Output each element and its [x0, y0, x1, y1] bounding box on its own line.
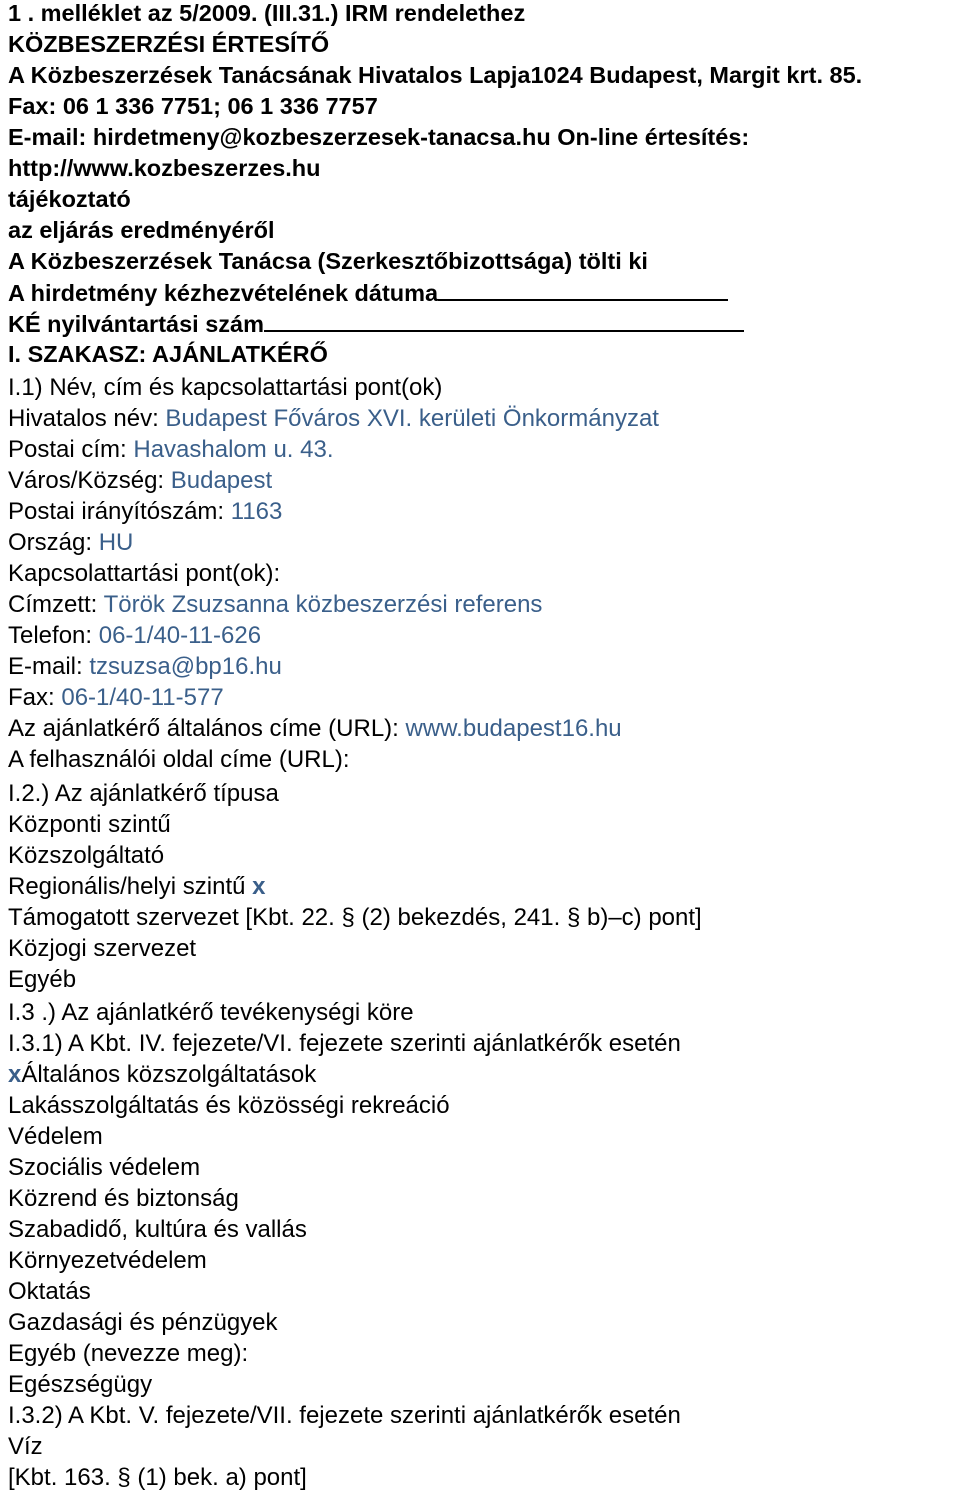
editorial-note: A Közbeszerzések Tanácsa (Szerkesztőbizottsága) tölti ki — [8, 248, 648, 274]
type-label: Támogatott szervezet [Kbt. 22. § (2) bekezdés, 241. § b)–c) pont] — [8, 904, 702, 931]
contact-heading: I.1) Név, cím és kapcsolattartási pont(ok) — [8, 374, 443, 401]
activity-item: Egyéb (nevezze meg): — [8, 1340, 249, 1367]
field-label: Postai cím: — [8, 436, 134, 463]
contact-email — [8, 654, 282, 680]
fax-line: Fax: 06 1 336 7751; 06 1 336 7757 — [8, 93, 378, 119]
field-label: E-mail: — [8, 653, 90, 680]
email-line: E-mail: hirdetmeny@kozbeszerzesek-tanacsa.hu On-line értesítés: — [8, 124, 750, 150]
activity-sub-heading-1: I.3.1) A Kbt. IV. fejezete/VI. fejezete szerinti ajánlatkérők esetén — [8, 1030, 681, 1057]
type-item — [8, 812, 171, 838]
activity-item: Egészségügy — [8, 1371, 153, 1398]
type-label: Központi szintű — [8, 811, 171, 838]
field-value: 1163 — [230, 498, 283, 525]
type-label: Egyéb — [8, 966, 77, 993]
activity-item: Szabadidő, kultúra és vallás — [8, 1216, 307, 1243]
field-label: Kapcsolattartási pont(ok): — [8, 560, 281, 587]
activity-heading: I.3 .) Az ajánlatkérő tevékenységi köre — [8, 999, 414, 1026]
type-item — [8, 843, 164, 869]
type-label: Regionális/helyi szintű — [8, 873, 253, 900]
field-label: Fax: — [8, 684, 62, 711]
activity-item: Oktatás — [8, 1278, 91, 1305]
type-item — [8, 874, 265, 900]
field-label: Postai irányítószám: — [8, 498, 231, 525]
type-label: Közszolgáltató — [8, 842, 165, 869]
notice-type: tájékoztató — [8, 186, 131, 212]
website-line: http://www.kozbeszerzes.hu — [8, 155, 321, 181]
publication-title: KÖZBESZERZÉSI ÉRTESÍTŐ — [8, 31, 330, 57]
field-value: Budapest Főváros XVI. kerületi Önkormányzat — [165, 405, 659, 432]
contact-points — [8, 561, 280, 587]
receipt-date-blank — [438, 279, 728, 301]
activity-mark: x — [8, 1061, 22, 1088]
field-label: Város/Község: — [8, 467, 171, 494]
field-value: Havashalom u. 43. — [133, 436, 334, 463]
field-label: A felhasználói oldal címe (URL): — [8, 746, 350, 773]
registration-number-label: KÉ nyilvántartási szám — [8, 311, 264, 337]
registration-number-blank — [264, 310, 744, 332]
field-value: Török Zsuzsanna közbeszerzési referens — [103, 591, 543, 618]
contact-general-url — [8, 716, 622, 742]
type-label: Közjogi szervezet — [8, 935, 197, 962]
section-heading: I. SZAKASZ: AJÁNLATKÉRŐ — [8, 341, 328, 367]
field-value: www.budapest16.hu — [405, 715, 622, 742]
field-value: tzsuzsa@bp16.hu — [89, 653, 282, 680]
activity-item: Lakásszolgáltatás és közösségi rekreáció — [8, 1092, 450, 1119]
activity-item: Közrend és biztonság — [8, 1185, 239, 1212]
contact-phone — [8, 623, 261, 649]
contact-addressee — [8, 592, 542, 618]
receipt-date-label: A hirdetmény kézhezvételének dátuma — [8, 280, 439, 306]
contact-fax — [8, 685, 224, 711]
field-label: Telefon: — [8, 622, 99, 649]
activity-item: Víz — [8, 1433, 43, 1460]
activity-item: Szociális védelem — [8, 1154, 201, 1181]
field-label: Az ajánlatkérő általános címe (URL): — [8, 715, 406, 742]
contact-postal-address — [8, 437, 333, 463]
activity-label: Általános közszolgáltatások — [21, 1061, 317, 1088]
field-label: Címzett: — [8, 591, 104, 618]
contact-postcode — [8, 499, 282, 525]
type-heading: I.2.) Az ajánlatkérő típusa — [8, 780, 279, 807]
contact-official-name — [8, 406, 659, 432]
contact-country — [8, 530, 133, 556]
field-value: 06-1/40-11-577 — [61, 684, 224, 711]
receipt-date-row — [8, 279, 728, 306]
publication-subtitle: A Közbeszerzések Tanácsának Hivatalos Lapja1024 Budapest, Margit krt. 85. — [8, 62, 863, 88]
activity-item: Védelem — [8, 1123, 103, 1150]
field-label: Hivatalos név: — [8, 405, 166, 432]
activity-sub-heading-2: I.3.2) A Kbt. V. fejezete/VII. fejezete szerinti ajánlatkérők esetén — [8, 1402, 681, 1429]
activity-item: Gazdasági és pénzügyek — [8, 1309, 278, 1336]
activity-item: Környezetvédelem — [8, 1247, 207, 1274]
field-label: Ország: — [8, 529, 99, 556]
field-value: 06-1/40-11-626 — [98, 622, 262, 649]
type-mark: x — [252, 873, 266, 900]
field-value: Budapest — [170, 467, 273, 494]
notice-subject: az eljárás eredményéről — [8, 217, 275, 243]
type-item — [8, 936, 196, 962]
legal-reference: [Kbt. 163. § (1) bek. a) pont] — [8, 1464, 307, 1491]
contact-city — [8, 468, 272, 494]
field-value: HU — [98, 529, 134, 556]
type-item — [8, 967, 76, 993]
annex-reference: 1 . melléklet az 5/2009. (III.31.) IRM rendelethez — [8, 0, 526, 26]
activity-item — [8, 1062, 316, 1088]
type-item — [8, 905, 702, 931]
contact-buyer-profile-url — [8, 747, 349, 773]
registration-number-row — [8, 310, 744, 337]
